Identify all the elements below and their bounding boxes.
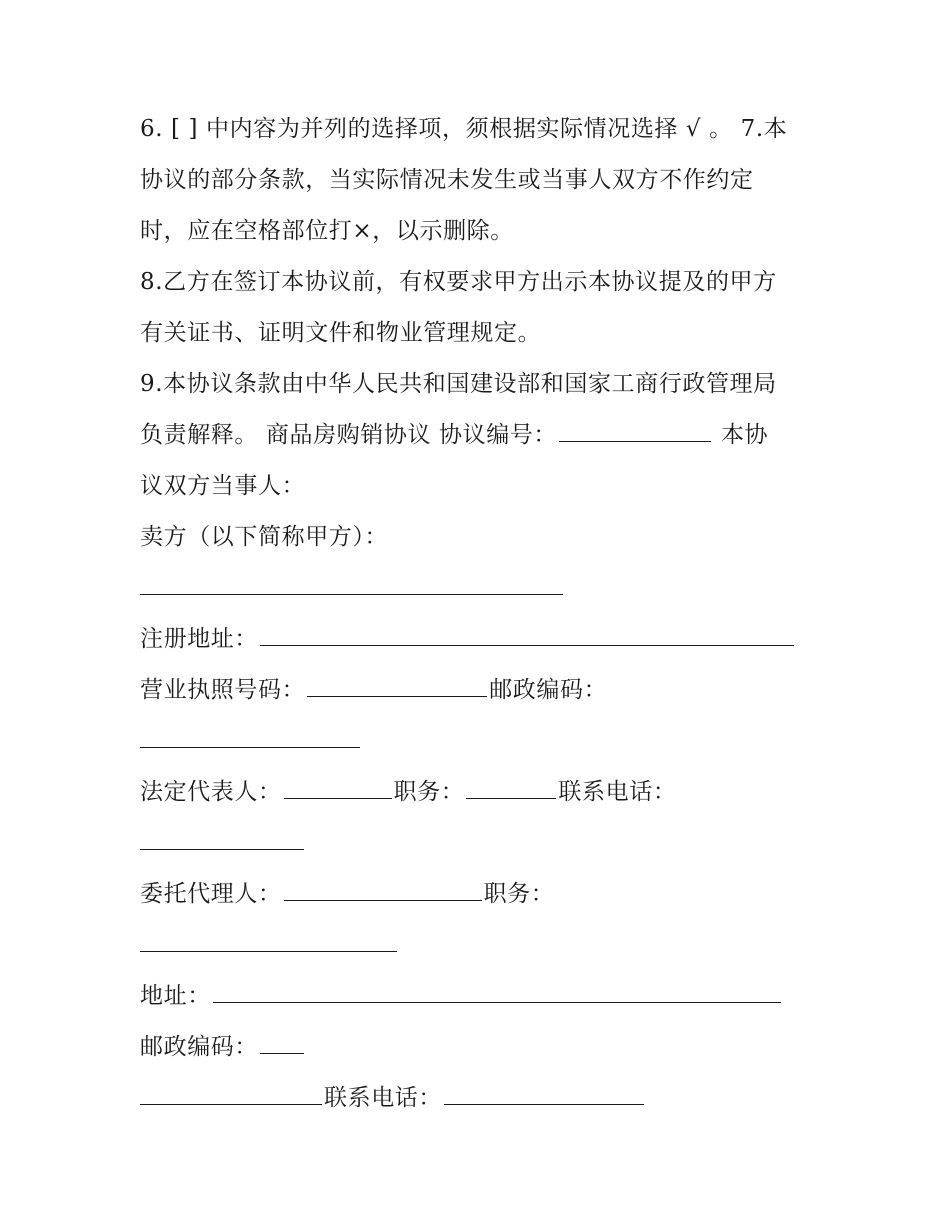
postal-code-2-blank-a[interactable] [260, 1033, 304, 1054]
address-label: 地址： [140, 983, 211, 1009]
registered-address-blank[interactable] [260, 625, 794, 646]
registered-address-line [140, 614, 810, 665]
phone-label: 联系电话： [558, 779, 677, 805]
document-body [140, 104, 810, 1124]
agent-label: 委托代理人： [140, 881, 282, 907]
seller-name-blank[interactable] [140, 574, 563, 595]
business-license-label: 营业执照号码： [140, 677, 306, 703]
agent-position-label: 职务： [483, 881, 555, 907]
postal-code-2-label: 邮政编码： [140, 1034, 258, 1060]
agent-position-blank[interactable] [140, 931, 397, 952]
postal-code-2-line [140, 1022, 810, 1073]
seller-name-line [140, 563, 810, 614]
postal-code-2-blank-b[interactable] [140, 1084, 322, 1105]
postal-code-value-line [140, 716, 810, 767]
agent-blank[interactable] [284, 880, 482, 901]
clause-6-line-3: 时，应在空格部位打×，以示删除。 [140, 218, 514, 244]
address-blank[interactable] [213, 982, 781, 1003]
registered-address-label: 注册地址： [140, 626, 258, 652]
seller-heading: 卖方（以下简称甲方）： [140, 524, 389, 550]
legal-rep-line [140, 767, 810, 818]
position-blank[interactable] [466, 778, 556, 799]
address-line [140, 971, 810, 1022]
legal-rep-blank[interactable] [284, 778, 392, 799]
agreement-number-blank[interactable] [559, 421, 711, 442]
clause-9-line-1: 9.本协议条款由中华人民共和国建设部和国家工商行政管理局 [140, 371, 777, 397]
clause-8-line-2: 有关证书、证明文件和物业管理规定。 [140, 320, 542, 346]
business-license-blank[interactable] [307, 676, 487, 697]
clause-9-text-b: 本协 [713, 422, 769, 448]
license-postal-line [140, 665, 810, 716]
clause-9-line-2 [140, 410, 810, 461]
phone-value-line [140, 818, 810, 869]
position-label: 职务： [393, 779, 465, 805]
phone-2-label: 联系电话： [324, 1085, 442, 1111]
postal-phone-2-line [140, 1073, 810, 1124]
legal-rep-label: 法定代表人： [140, 779, 282, 805]
agent-position-value-line [140, 920, 810, 971]
clause-9-line-3: 议双方当事人： [140, 473, 306, 499]
clause-9-text-a: 负责解释。 商品房购销协议 协议编号： [140, 422, 558, 448]
clause-6-line-1: 6. [ ] 中内容为并列的选择项，须根据实际情况选择 √ 。 7.本 [140, 116, 788, 142]
agent-line [140, 869, 810, 920]
postal-code-label: 邮政编码： [489, 677, 608, 703]
clause-6-line-2: 协议的部分条款，当实际情况未发生或当事人双方不作约定 [140, 167, 754, 193]
phone-2-blank[interactable] [444, 1084, 644, 1105]
postal-code-blank[interactable] [140, 727, 360, 748]
clause-8-line-1: 8.乙方在签订本协议前，有权要求甲方出示本协议提及的甲方 [140, 269, 777, 295]
phone-blank[interactable] [140, 829, 304, 850]
